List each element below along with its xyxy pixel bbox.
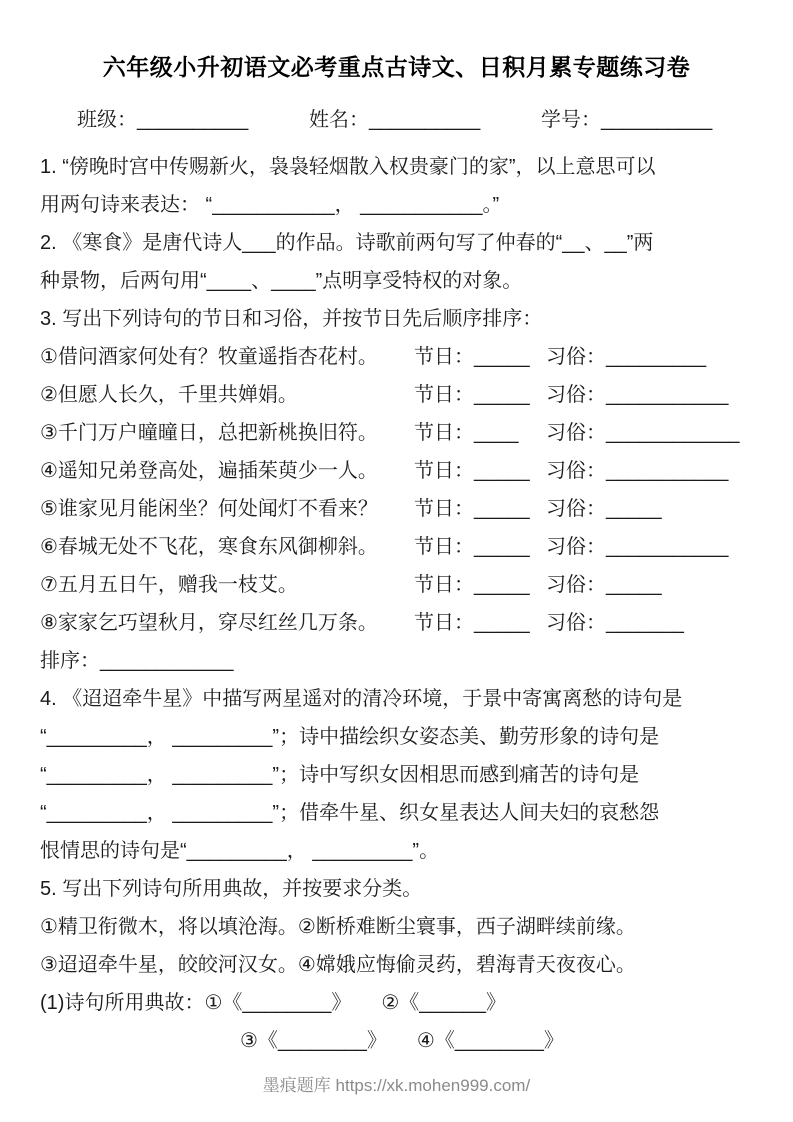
q5-heading: 5. 写出下列诗句所用典故，并按要求分类。 (40, 878, 423, 900)
poem-text: ⑥春城无处不飞花，寒食东风御柳斜。 (40, 536, 378, 558)
page-title: 六年级小升初语文必考重点古诗文、日积月累专题练习卷 (102, 54, 691, 80)
footer-text: 墨痕题库 https://xk.mohen999.com/ (262, 1076, 531, 1095)
q5-answer-line-1: (1)诗句所用典故：①《________》 ②《______》 (40, 992, 507, 1014)
q3-row-4 (40, 452, 763, 490)
name-label: 姓名： (309, 109, 369, 131)
q4-line-4: “_________， _________”；借牵牛星、织女星表达人间夫妇的哀愁怨 (40, 802, 660, 824)
q3-row-7 (40, 566, 763, 604)
poem-text: ⑦五月五日午，赠我一枝艾。 (40, 574, 298, 596)
festival-field: 节日：_____ (414, 460, 530, 482)
q3-row-3 (40, 414, 763, 452)
student-id-label: 学号： (541, 109, 601, 131)
q3-order-field: 排序：____________ (40, 650, 234, 672)
q4-line-5: 恨情思的诗句是“_________， _________”。 (40, 840, 440, 862)
q5-sentence-line-1: ①精卫衔微木，将以填沧海。②断桥难断尘寰事，西子湖畔续前缘。 (40, 916, 636, 938)
custom-field: 习俗：___________ (546, 460, 729, 482)
class-field (77, 108, 309, 132)
name-field (309, 108, 541, 132)
q4-line-1: 4. 《迢迢牵牛星》中描写两星遥对的清冷环境，于景中寄寓离愁的诗句是 (40, 688, 683, 710)
q2-line-1: 2. 《寒食》是唐代诗人___的作品。诗歌前两句写了仲春的“__、__”两 (40, 232, 654, 254)
festival-field: 节日：_____ (414, 384, 530, 406)
q4-line-3: “_________， _________”；诗中写织女因相思而感到痛苦的诗句是 (40, 764, 640, 786)
poem-text: ②但愿人长久，千里共婵娟。 (40, 384, 298, 406)
festival-field: 节日：_____ (414, 574, 530, 596)
q3-row-8 (40, 604, 763, 642)
poem-text: ⑧家家乞巧望秋月，穿尽红丝几万条。 (40, 612, 378, 634)
festival-field: 节日：____ (414, 422, 519, 444)
festival-field: 节日：_____ (414, 612, 530, 634)
questions-area (40, 148, 763, 1060)
custom-field: 习俗：____________ (546, 422, 740, 444)
poem-text: ④遥知兄弟登高处，遍插茱萸少一人。 (40, 460, 378, 482)
q3-row-6 (40, 528, 763, 566)
class-label: 班级： (77, 109, 137, 131)
q3-row-2 (40, 376, 763, 414)
q4-line-2: “_________， _________”；诗中描绘织女姿态美、勤劳形象的诗句是 (40, 726, 660, 748)
custom-field: 习俗：___________ (546, 384, 729, 406)
festival-field: 节日：_____ (414, 498, 530, 520)
custom-field: 习俗：_______ (546, 612, 684, 634)
poem-text: ①借问酒家何处有？牧童遥指杏花村。 (40, 346, 378, 368)
q5-answer-line-2: ③《________》 ④《________》 (240, 1030, 564, 1052)
poem-text: ③千门万户曈曈日，总把新桃换旧符。 (40, 422, 378, 444)
custom-field: 习俗：___________ (546, 536, 729, 558)
poem-text: ⑤谁家见月能闲坐？何处闻灯不看来？ (40, 498, 378, 520)
q5-sentence-line-2: ③迢迢牵牛星，皎皎河汉女。④嫦娥应悔偷灵药，碧海青天夜夜心。 (40, 954, 636, 976)
student-id-field (541, 108, 712, 132)
custom-field: 习俗：_____ (546, 574, 662, 596)
q2-line-2: 种景物，后两句用“____、____”点明享受特权的对象。 (40, 270, 523, 292)
festival-field: 节日：_____ (414, 346, 530, 368)
q3-row-1 (40, 338, 763, 376)
student-id-blank: __________ (601, 109, 713, 131)
custom-field: 习俗：_________ (546, 346, 707, 368)
festival-field: 节日：_____ (414, 536, 530, 558)
q3-heading: 3. 写出下列诗句的节日和习俗，并按节日先后顺序排序： (40, 308, 543, 330)
q1-line-2: 用两句诗来表达： “___________， ___________。” (40, 194, 500, 216)
student-info-row (77, 108, 793, 132)
q1-line-1: 1. “傍晚时宫中传赐新火，袅袅轻烟散入权贵豪门的家”，以上意思可以 (40, 156, 656, 178)
class-blank: __________ (137, 109, 249, 131)
custom-field: 习俗：_____ (546, 498, 662, 520)
name-blank: __________ (369, 109, 481, 131)
q3-row-5 (40, 490, 763, 528)
